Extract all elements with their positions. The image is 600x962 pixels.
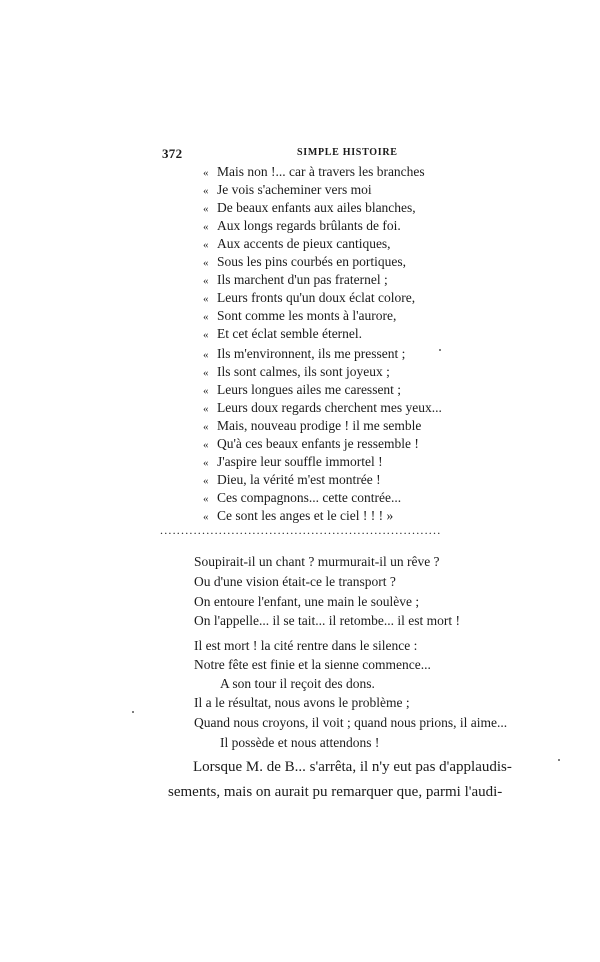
verse-text: Sous les pins courbés en portiques, <box>217 254 406 269</box>
poem-line: Soupirait-il un chant ? murmurait-il un rêve ? <box>194 554 440 569</box>
verse-text: Leurs longues ailes me caressent ; <box>217 382 402 397</box>
verse-line <box>203 271 388 289</box>
verse-text: Dieu, la vérité m'est montrée ! <box>217 472 381 487</box>
running-title: SIMPLE HISTOIRE <box>297 147 398 158</box>
quote-mark: « <box>203 239 209 251</box>
paper-speck <box>558 759 560 761</box>
quote-mark: « <box>203 421 209 433</box>
verse-text: Leurs fronts qu'un doux éclat colore, <box>217 290 416 305</box>
verse-text: Leurs doux regards cherchent mes yeux... <box>217 400 442 415</box>
quote-mark: « <box>203 221 209 233</box>
verse-text: J'aspire leur souffle immortel ! <box>217 454 383 469</box>
quote-mark: « <box>203 203 209 215</box>
quote-mark: « <box>203 403 209 415</box>
verse-line <box>203 381 401 399</box>
quote-mark: « <box>203 457 209 469</box>
verse-line <box>203 289 415 307</box>
verse-line <box>203 471 381 489</box>
page-header <box>162 146 522 162</box>
poem-line: Notre fête est finie et la sienne commence... <box>194 657 431 672</box>
quote-mark: « <box>203 311 209 323</box>
quote-mark: « <box>203 185 209 197</box>
verse-line <box>203 253 406 271</box>
quote-mark: « <box>203 257 209 269</box>
verse-line <box>203 435 419 453</box>
verse-text: Mais non !... car à travers les branches <box>217 164 425 179</box>
quote-mark: « <box>203 349 209 361</box>
paper-speck <box>439 349 441 351</box>
paper-speck <box>132 711 134 713</box>
verse-text: De beaux enfants aux ailes blanches, <box>217 200 416 215</box>
verse-line <box>203 325 362 343</box>
verse-line <box>203 307 396 325</box>
verse-text: Ces compagnons... cette contrée... <box>217 490 402 505</box>
poem-line: A son tour il reçoit des dons. <box>220 676 375 691</box>
verse-text: Qu'à ces beaux enfants je ressemble ! <box>217 436 419 451</box>
quote-mark: « <box>203 385 209 397</box>
quote-mark: « <box>203 293 209 305</box>
quote-mark: « <box>203 439 209 451</box>
verse-line <box>203 489 401 507</box>
verse-line <box>203 507 393 525</box>
poem-line: Il a le résultat, nous avons le problème ; <box>194 695 410 710</box>
verse-line <box>203 417 421 435</box>
prose-line: sements, mais on aurait pu remarquer que, parmi l'audi- <box>168 784 503 800</box>
verse-text: Ils sont calmes, ils sont joyeux ; <box>217 364 390 379</box>
poem-line: On entoure l'enfant, une main le soulève ; <box>194 594 420 609</box>
verse-line <box>203 363 390 381</box>
poem-line: Il possède et nous attendons ! <box>220 735 380 750</box>
verse-line <box>203 453 383 471</box>
quote-mark: « <box>203 493 209 505</box>
quote-mark: « <box>203 475 209 487</box>
quote-mark: « <box>203 329 209 341</box>
verse-text: Ce sont les anges et le ciel ! ! ! » <box>217 508 394 523</box>
quote-mark: « <box>203 367 209 379</box>
poem-line: On l'appelle... il se tait... il retombe... il est mort ! <box>194 613 460 628</box>
verse-text: Aux accents de pieux cantiques, <box>217 236 391 251</box>
verse-text: Et cet éclat semble éternel. <box>217 326 363 341</box>
verse-line <box>203 199 416 217</box>
quote-mark: « <box>203 511 209 523</box>
dotted-separator: ................................................................... <box>160 524 442 536</box>
verse-text: Je vois s'acheminer vers moi <box>217 182 372 197</box>
verse-text: Mais, nouveau prodige ! il me semble <box>217 418 422 433</box>
poem-line: Quand nous croyons, il voit ; quand nous prions, il aime... <box>194 715 508 730</box>
quote-mark: « <box>203 167 209 179</box>
prose-line: Lorsque M. de B... s'arrêta, il n'y eut pas d'applaudis- <box>193 759 512 775</box>
verse-text: Ils m'environnent, ils me pressent ; <box>217 346 406 361</box>
verse-text: Ils marchent d'un pas fraternel ; <box>217 272 388 287</box>
verse-line <box>203 181 372 199</box>
poem-line: Ou d'une vision était-ce le transport ? <box>194 574 396 589</box>
verse-line <box>203 345 405 363</box>
verse-line <box>203 399 442 417</box>
verse-line <box>203 163 425 181</box>
page-number: 372 <box>162 146 183 161</box>
poem-line: Il est mort ! la cité rentre dans le silence : <box>194 638 418 653</box>
verse-line <box>203 235 391 253</box>
verse-text: Aux longs regards brûlants de foi. <box>217 218 401 233</box>
quote-mark: « <box>203 275 209 287</box>
verse-text: Sont comme les monts à l'aurore, <box>217 308 397 323</box>
verse-line <box>203 217 401 235</box>
